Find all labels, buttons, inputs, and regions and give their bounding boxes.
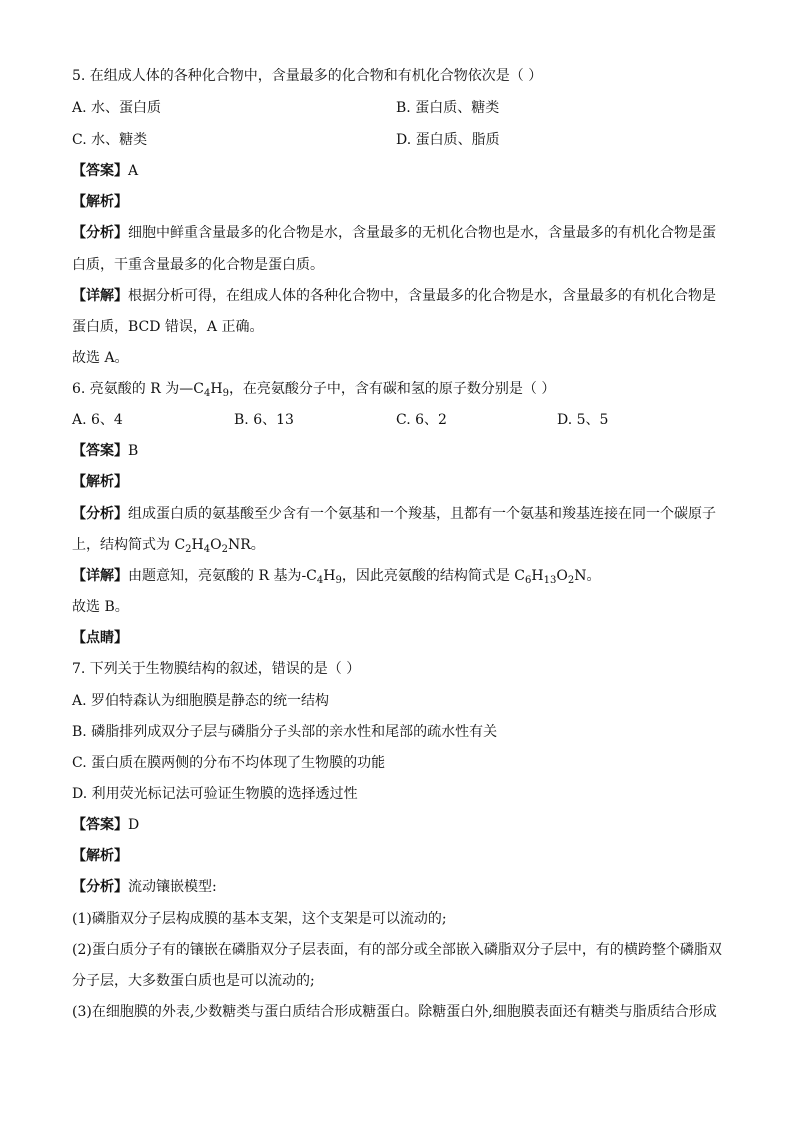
q7-point-1: (1)磷脂双分子层构成膜的基本支架，这个支架是可以流动的; bbox=[72, 911, 447, 927]
fenxi-tag: 【分析】 bbox=[72, 506, 128, 522]
q5-xiangjie-2: 蛋白质，BCD 错误，A 正确。 bbox=[72, 319, 264, 335]
formula-sub: 6 bbox=[525, 575, 532, 586]
q7-point-2b: 分子层，大多数蛋白质也是可以流动的; bbox=[72, 973, 315, 989]
formula-sub: 4 bbox=[316, 575, 324, 586]
formula-sub: 9 bbox=[335, 575, 342, 586]
answer-value: B bbox=[128, 443, 139, 459]
q5-option-c: C. 水、糖类 bbox=[72, 132, 148, 148]
formula-part: H bbox=[191, 537, 204, 553]
q6-fenxi-2 bbox=[72, 535, 732, 555]
q5-stem: 5. 在组成人体的各种化合物中，含量最多的化合物和有机化合物依次是（ ） bbox=[72, 68, 543, 84]
xiangjie-text: 根据分析可得，在组成人体的各种化合物中，含量最多的化合物是水，含量最多的有机化合物是 bbox=[128, 288, 716, 304]
q5-fenxi-2: 白质，干重含量最多的化合物是蛋白质。 bbox=[72, 257, 324, 273]
fenxi-tag: 【分析】 bbox=[72, 225, 128, 241]
answer-tag: 【答案】 bbox=[72, 163, 128, 179]
formula-part: NR。 bbox=[228, 537, 265, 553]
q6-stem bbox=[72, 379, 732, 399]
q6-xiangjie bbox=[72, 566, 732, 586]
fenxi-text: 组成蛋白质的氨基酸至少含有一个氨基和一个羧基，且都有一个氨基和羧基连接在同一个碳原子 bbox=[128, 506, 716, 522]
q7-stem: 7. 下列关于生物膜结构的叙述，错误的是（ ） bbox=[72, 661, 361, 677]
formula-sub: 2 bbox=[221, 544, 228, 555]
q6-jiexi-tag: 【解析】 bbox=[72, 474, 128, 490]
q6-conclusion: 故选 B。 bbox=[72, 599, 129, 615]
answer-value: A bbox=[128, 163, 139, 179]
q7-point-3: (3)在细胞膜的外表,少数糖类与蛋白质结合形成糖蛋白。除糖蛋白外,细胞膜表面还有糖类与脂质结合形成 bbox=[72, 1004, 717, 1020]
formula-part: ，因此亮氨酸的结构简式是 C bbox=[341, 568, 526, 584]
q6-option-a: A. 6、4 bbox=[72, 412, 123, 428]
q6-answer bbox=[72, 441, 732, 461]
formula-sub: 2 bbox=[185, 544, 192, 555]
formula-part: O bbox=[210, 537, 222, 553]
q5-option-a: A. 水、蛋白质 bbox=[72, 100, 162, 116]
formula-part: O bbox=[556, 568, 568, 584]
answer-tag: 【答案】 bbox=[72, 443, 128, 459]
answer-value: D bbox=[128, 817, 140, 833]
fenxi-text: 流动镶嵌模型: bbox=[128, 879, 217, 895]
formula-part: H bbox=[323, 568, 336, 584]
q7-answer bbox=[72, 815, 732, 835]
formula-part: 上，结构简式为 C bbox=[72, 537, 186, 553]
q5-fenxi-1 bbox=[72, 223, 732, 243]
q6-stem-sub: 4 bbox=[203, 388, 211, 399]
q7-option-a: A. 罗伯特森认为细胞膜是静态的统一结构 bbox=[72, 693, 330, 709]
q7-point-2a: (2)蛋白质分子有的镶嵌在磷脂双分子层表面，有的部分或全部嵌入磷脂双分子层中，有的横跨整个磷脂双 bbox=[72, 942, 722, 958]
fenxi-tag: 【分析】 bbox=[72, 879, 128, 895]
q7-fenxi-title bbox=[72, 877, 732, 897]
formula-sub: 4 bbox=[203, 544, 211, 555]
formula-part: N。 bbox=[574, 568, 601, 584]
q6-stem-part: ，在亮氨酸分子中，含有碳和氢的原子数分别是（ ） bbox=[228, 381, 556, 397]
formula-part: 由题意知，亮氨酸的 R 基为-C bbox=[128, 568, 317, 584]
formula-sub: 2 bbox=[567, 575, 575, 586]
q5-jiexi-tag: 【解析】 bbox=[72, 194, 128, 210]
xiangjie-tag: 【详解】 bbox=[72, 568, 128, 584]
q6-dianjing-tag: 【点睛】 bbox=[72, 630, 128, 646]
q5-answer bbox=[72, 161, 732, 181]
q5-option-b: B. 蛋白质、糖类 bbox=[396, 100, 500, 116]
formula-part: H bbox=[531, 568, 544, 584]
q7-option-c: C. 蛋白质在膜两侧的分布不均体现了生物膜的功能 bbox=[72, 755, 386, 771]
q6-option-b: B. 6、13 bbox=[234, 412, 294, 428]
answer-tag: 【答案】 bbox=[72, 817, 128, 833]
q7-jiexi-tag: 【解析】 bbox=[72, 848, 128, 864]
fenxi-text: 细胞中鲜重含量最多的化合物是水，含量最多的无机化合物也是水，含量最多的有机化合物是蛋 bbox=[128, 225, 716, 241]
q6-stem-part: 6. 亮氨酸的 R 为—C bbox=[72, 381, 204, 397]
q6-option-c: C. 6、2 bbox=[396, 412, 447, 428]
formula-sub: 13 bbox=[543, 575, 557, 586]
q7-option-d: D. 利用荧光标记法可验证生物膜的选择透过性 bbox=[72, 786, 358, 802]
q5-conclusion: 故选 A。 bbox=[72, 350, 129, 366]
q6-stem-sub: 9 bbox=[222, 388, 229, 399]
xiangjie-tag: 【详解】 bbox=[72, 288, 128, 304]
q5-option-d: D. 蛋白质、脂质 bbox=[396, 132, 500, 148]
q5-xiangjie-1 bbox=[72, 286, 732, 306]
q6-stem-part: H bbox=[210, 381, 223, 397]
q6-option-d: D. 5、5 bbox=[557, 412, 609, 428]
q7-option-b: B. 磷脂排列成双分子层与磷脂分子头部的亲水性和尾部的疏水性有关 bbox=[72, 724, 498, 740]
q6-fenxi-1 bbox=[72, 504, 732, 524]
